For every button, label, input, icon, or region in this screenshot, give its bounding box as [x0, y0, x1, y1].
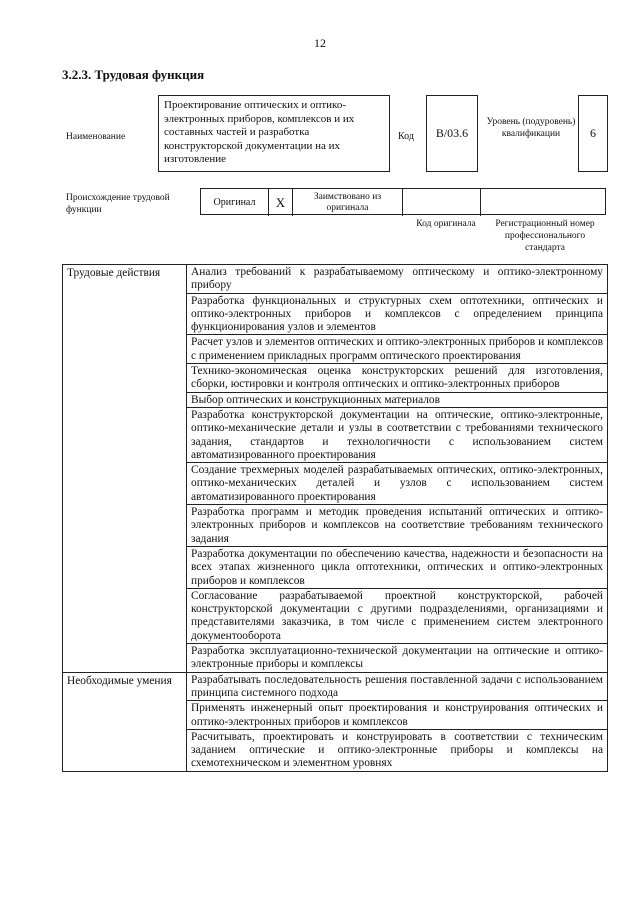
- reg-number-cell: [481, 189, 607, 216]
- code-value-box: B/03.6: [426, 95, 478, 172]
- original-code-cell: [403, 189, 481, 216]
- original-code-label: Код оригинала: [416, 219, 476, 229]
- item-cell: Разработка программ и методик проведения испытаний оптических и оптико-электронных приборов и комплексов на соответствие требованиям технического задания: [187, 505, 608, 547]
- table-row: [63, 293, 608, 335]
- origin-row: [200, 188, 606, 215]
- item-cell: Разработка документации по обеспечению качества, надежности и безопасности на всех этапах жизненного цикла оптотехники, оптических и оптико-электронных приборов и комплексов: [187, 546, 608, 588]
- category-cell-continued: [63, 392, 187, 407]
- table-row: [63, 729, 608, 771]
- category-cell: Необходимые умения: [63, 672, 187, 701]
- name-label: Наименование: [66, 132, 126, 142]
- category-cell-continued: [63, 364, 187, 393]
- table-row: [63, 335, 608, 364]
- code-label: Код: [398, 131, 414, 142]
- category-cell-continued: [63, 293, 187, 335]
- borrowed-label: Заимствовано из оригинала: [293, 189, 403, 216]
- function-name-box: Проектирование оптических и оптико-электронных приборов, комплексов и их составных частей и разработка конструкторской документации на их изготовление: [158, 95, 390, 172]
- origin-label: Происхождение трудовой функции: [66, 193, 170, 215]
- reg-number-label: Регистрационный номер профессионального стандарта: [495, 219, 595, 253]
- category-cell-continued: [63, 335, 187, 364]
- table-row: [63, 364, 608, 393]
- table-row: [63, 265, 608, 294]
- item-cell: Разработка эксплуатационно-технической документации на оптические и оптико-электронные приборы и комплексы: [187, 644, 608, 673]
- item-cell: Применять инженерный опыт проектирования и конструирования оптических и оптико-электронных приборов и комплексов: [187, 701, 608, 730]
- table-row: [63, 588, 608, 643]
- function-table-body: [63, 265, 608, 772]
- table-row: [63, 701, 608, 730]
- item-cell: Разработка конструкторской документации на оптические, оптико-электронные, оптико-механические детали и узлы в соответствии с требованиями технического задания, стандартов и технологичности с использованием систем автоматизированного проектирования: [187, 407, 608, 462]
- item-cell: Анализ требований к разрабатываемому оптическому и оптико-электронному прибору: [187, 265, 608, 294]
- category-cell-continued: [63, 505, 187, 547]
- category-cell: Трудовые действия: [63, 265, 187, 294]
- item-cell: Расчет узлов и элементов оптических и оптико-электронных приборов и комплексов с применением прикладных программ оптического проектирования: [187, 335, 608, 364]
- category-cell-continued: [63, 546, 187, 588]
- category-cell-continued: [63, 701, 187, 730]
- section-title: 3.2.3. Трудовая функция: [62, 67, 205, 82]
- category-cell-continued: [63, 407, 187, 462]
- item-cell: Выбор оптических и конструкционных материалов: [187, 392, 608, 407]
- function-table: [62, 264, 608, 772]
- category-cell-continued: [63, 463, 187, 505]
- item-cell: Разрабатывать последовательность решения поставленной задачи с использованием принципа системного подхода: [187, 672, 608, 701]
- item-cell: Расчитывать, проектировать и конструировать в соответствии с техническим заданием оптические и оптико-электронные приборы и комплексы на схемотехническом и элементном уровнях: [187, 729, 608, 771]
- table-row: [63, 407, 608, 462]
- table-row: [63, 644, 608, 673]
- item-cell: Создание трехмерных моделей разрабатываемых оптических, оптико-электронных, оптико-механических деталей и узлов с использованием систем автоматизированного проектирования: [187, 463, 608, 505]
- level-label: Уровень (подуровень) квалификации: [486, 117, 576, 139]
- item-cell: Согласование разрабатываемой проектной конструкторской, рабочей конструкторской документации с другими подразделениями, организациями и представителями заказчика, в том числе с применением систем электронного документооборота: [187, 588, 608, 643]
- original-mark: X: [269, 189, 293, 216]
- table-row: [63, 392, 608, 407]
- item-cell: Технико-экономическая оценка конструкторских решений для изготовления, сборки, юстировки и контроля оптических и оптико-электронных приборов: [187, 364, 608, 393]
- table-row: [63, 505, 608, 547]
- original-label: Оригинал: [201, 189, 269, 216]
- page-number: 12: [314, 36, 326, 50]
- category-cell-continued: [63, 588, 187, 643]
- table-row: [63, 672, 608, 701]
- category-cell-continued: [63, 644, 187, 673]
- table-row: [63, 546, 608, 588]
- table-row: [63, 463, 608, 505]
- level-value-box: 6: [578, 95, 608, 172]
- category-cell-continued: [63, 729, 187, 771]
- item-cell: Разработка функциональных и структурных схем оптотехники, оптических и оптико-электронных приборов и комплексов с определением принципа функционирования узлов и элементов: [187, 293, 608, 335]
